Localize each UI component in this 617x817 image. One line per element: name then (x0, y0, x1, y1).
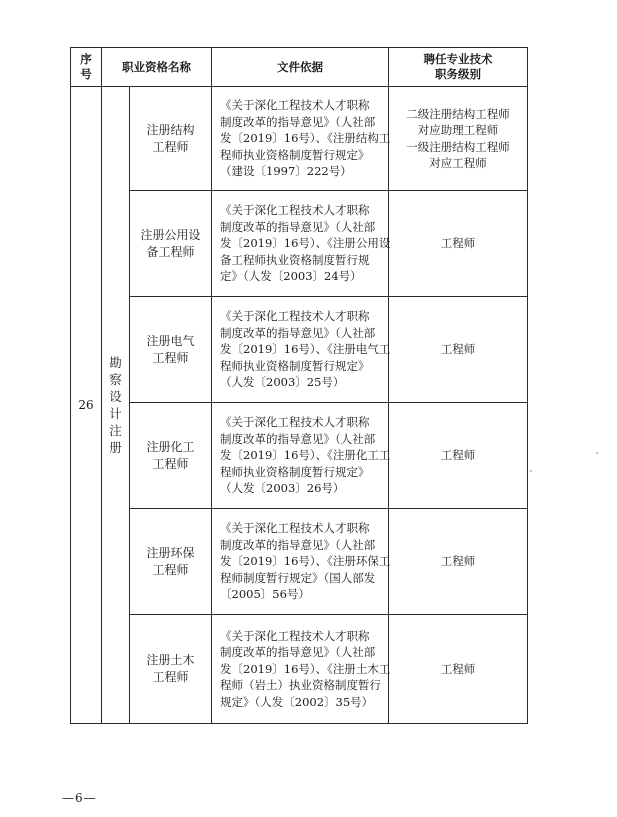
position-level-cell (389, 509, 528, 615)
position-level-line: 工程师 (440, 448, 476, 463)
document-basis-line: 发〔2019〕16号）、《注册环保工 (220, 554, 391, 569)
table-body (71, 87, 528, 724)
position-level-line: 工程师 (440, 342, 476, 357)
header-level-line2: 职务级别 (435, 67, 481, 81)
document-basis-line: 发〔2019〕16号）、《注册电气工 (220, 342, 391, 357)
category-char: 设 (109, 389, 122, 404)
header-position-level (389, 48, 528, 87)
document-basis-line: （人发〔2003〕25号） (220, 375, 345, 390)
qualification-name-cell (130, 191, 212, 297)
document-basis-line: 程师（岩土）执业资格制度暂行 (220, 678, 381, 693)
document-basis-line: （建设〔1997〕222号） (220, 164, 352, 179)
header-row (71, 48, 528, 87)
document-basis-cell (212, 509, 389, 615)
document-basis-line: 定》（人发〔2003〕24号） (220, 269, 362, 284)
document-basis-cell (212, 191, 389, 297)
qualification-table (70, 47, 528, 724)
table-row (71, 191, 528, 297)
table-row (71, 297, 528, 403)
document-basis-line: 制度改革的指导意见》（人社部 (220, 645, 376, 660)
position-level-line: 工程师 (440, 236, 476, 251)
qualification-name-line: 备工程师 (146, 244, 195, 259)
position-level-line: 工程师 (440, 554, 476, 569)
document-basis-cell (212, 87, 389, 191)
qualification-name-line: 注册结构 (146, 122, 195, 137)
position-level-cell (389, 297, 528, 403)
category-char: 勘 (109, 355, 122, 370)
document-basis-line: 发〔2019〕16号）、《注册土木工 (220, 661, 391, 676)
category-char: 计 (109, 406, 122, 421)
document-basis-line: 《关于深化工程技术人才职称 (220, 98, 370, 113)
qualification-name-line: 工程师 (152, 670, 189, 684)
qualification-name-cell (130, 403, 212, 509)
position-level-line: 一级注册结构工程师 (406, 139, 510, 154)
qualification-name-line: 工程师 (152, 562, 189, 577)
header-seq-line2: 号 (80, 67, 92, 81)
header-level-line1: 聘任专业技术 (423, 52, 493, 66)
position-level-line: 工程师 (440, 661, 476, 676)
document-basis-line: 《关于深化工程技术人才职称 (220, 628, 370, 643)
document-basis-line: 程师执业资格制度暂行规定》 (220, 464, 370, 479)
category-text (102, 354, 129, 456)
document-basis-line: 《关于深化工程技术人才职称 (220, 309, 370, 324)
table-row (71, 403, 528, 509)
qualification-name-cell (130, 297, 212, 403)
document-basis-line: 制度改革的指导意见》（人社部 (220, 114, 376, 129)
document-basis-line: 程师执业资格制度暂行规定》 (220, 358, 370, 373)
position-level-cell (389, 87, 528, 191)
qualification-name-cell (130, 87, 212, 191)
document-basis-line: 制度改革的指导意见》（人社部 (220, 325, 376, 340)
qualification-name-cell (130, 615, 212, 724)
document-basis-line: 〔2005〕56号） (220, 587, 310, 602)
header-seq-line1: 序 (80, 52, 92, 66)
qualification-name-cell (130, 509, 212, 615)
document-basis-cell (212, 615, 389, 724)
header-qualification-name: 职业资格名称 (102, 48, 212, 87)
page-number: —6— (62, 791, 97, 805)
document-basis-line: （人发〔2003〕26号） (220, 481, 345, 496)
document-basis-line: 制度改革的指导意见》（人社部 (220, 219, 376, 234)
qualification-name-line: 注册土木 (146, 653, 195, 667)
document-basis-line: 发〔2019〕16号）、《注册公用设 (220, 236, 391, 251)
document-basis-cell (212, 297, 389, 403)
qualification-name-line: 注册电气 (146, 333, 195, 348)
qualification-name-line: 注册环保 (146, 545, 195, 560)
position-level-line: 二级注册结构工程师 (406, 106, 510, 121)
document-basis-line: 发〔2019〕16号）、《注册化工工 (220, 448, 391, 463)
document-basis-line: 制度改革的指导意见》（人社部 (220, 537, 376, 552)
scan-speck (530, 470, 532, 472)
position-level-line: 对应助理工程师 (417, 123, 499, 137)
document-basis-line: 《关于深化工程技术人才职称 (220, 415, 370, 430)
document-basis-line: 制度改革的指导意见》（人社部 (220, 431, 376, 446)
header-seq (71, 48, 102, 87)
document-basis-line: 程师制度暂行规定》（国人部发 (220, 570, 376, 585)
position-level-cell (389, 615, 528, 724)
category-cell (102, 87, 130, 724)
document-basis-line: 《关于深化工程技术人才职称 (220, 203, 370, 218)
qualification-name-line: 工程师 (152, 350, 189, 365)
table-row (71, 87, 528, 191)
category-char: 察 (109, 372, 122, 387)
qualification-name-line: 工程师 (152, 456, 189, 471)
document-basis-line: 规定》（人发〔2002〕35号） (220, 694, 374, 709)
table-row (71, 509, 528, 615)
qualification-name-line: 工程师 (152, 139, 189, 154)
document-basis-line: 备工程师执业资格制度暂行规 (220, 252, 370, 267)
position-level-line: 对应工程师 (429, 156, 487, 170)
document-basis-line: 《关于深化工程技术人才职称 (220, 521, 370, 536)
position-level-cell (389, 403, 528, 509)
scan-speck (596, 452, 598, 454)
qualification-name-line: 注册公用设 (140, 227, 201, 242)
document-basis-cell (212, 403, 389, 509)
category-char: 册 (109, 440, 122, 455)
table-row (71, 615, 528, 724)
seq-number-cell: 26 (71, 87, 102, 724)
qualification-name-line: 注册化工 (146, 439, 195, 454)
document-basis-line: 程师执业资格制度暂行规定》 (220, 147, 370, 162)
header-document-basis: 文件依据 (212, 48, 389, 87)
document-basis-line: 发〔2019〕16号）、《注册结构工 (220, 131, 391, 146)
category-char: 注 (109, 423, 122, 438)
position-level-cell (389, 191, 528, 297)
